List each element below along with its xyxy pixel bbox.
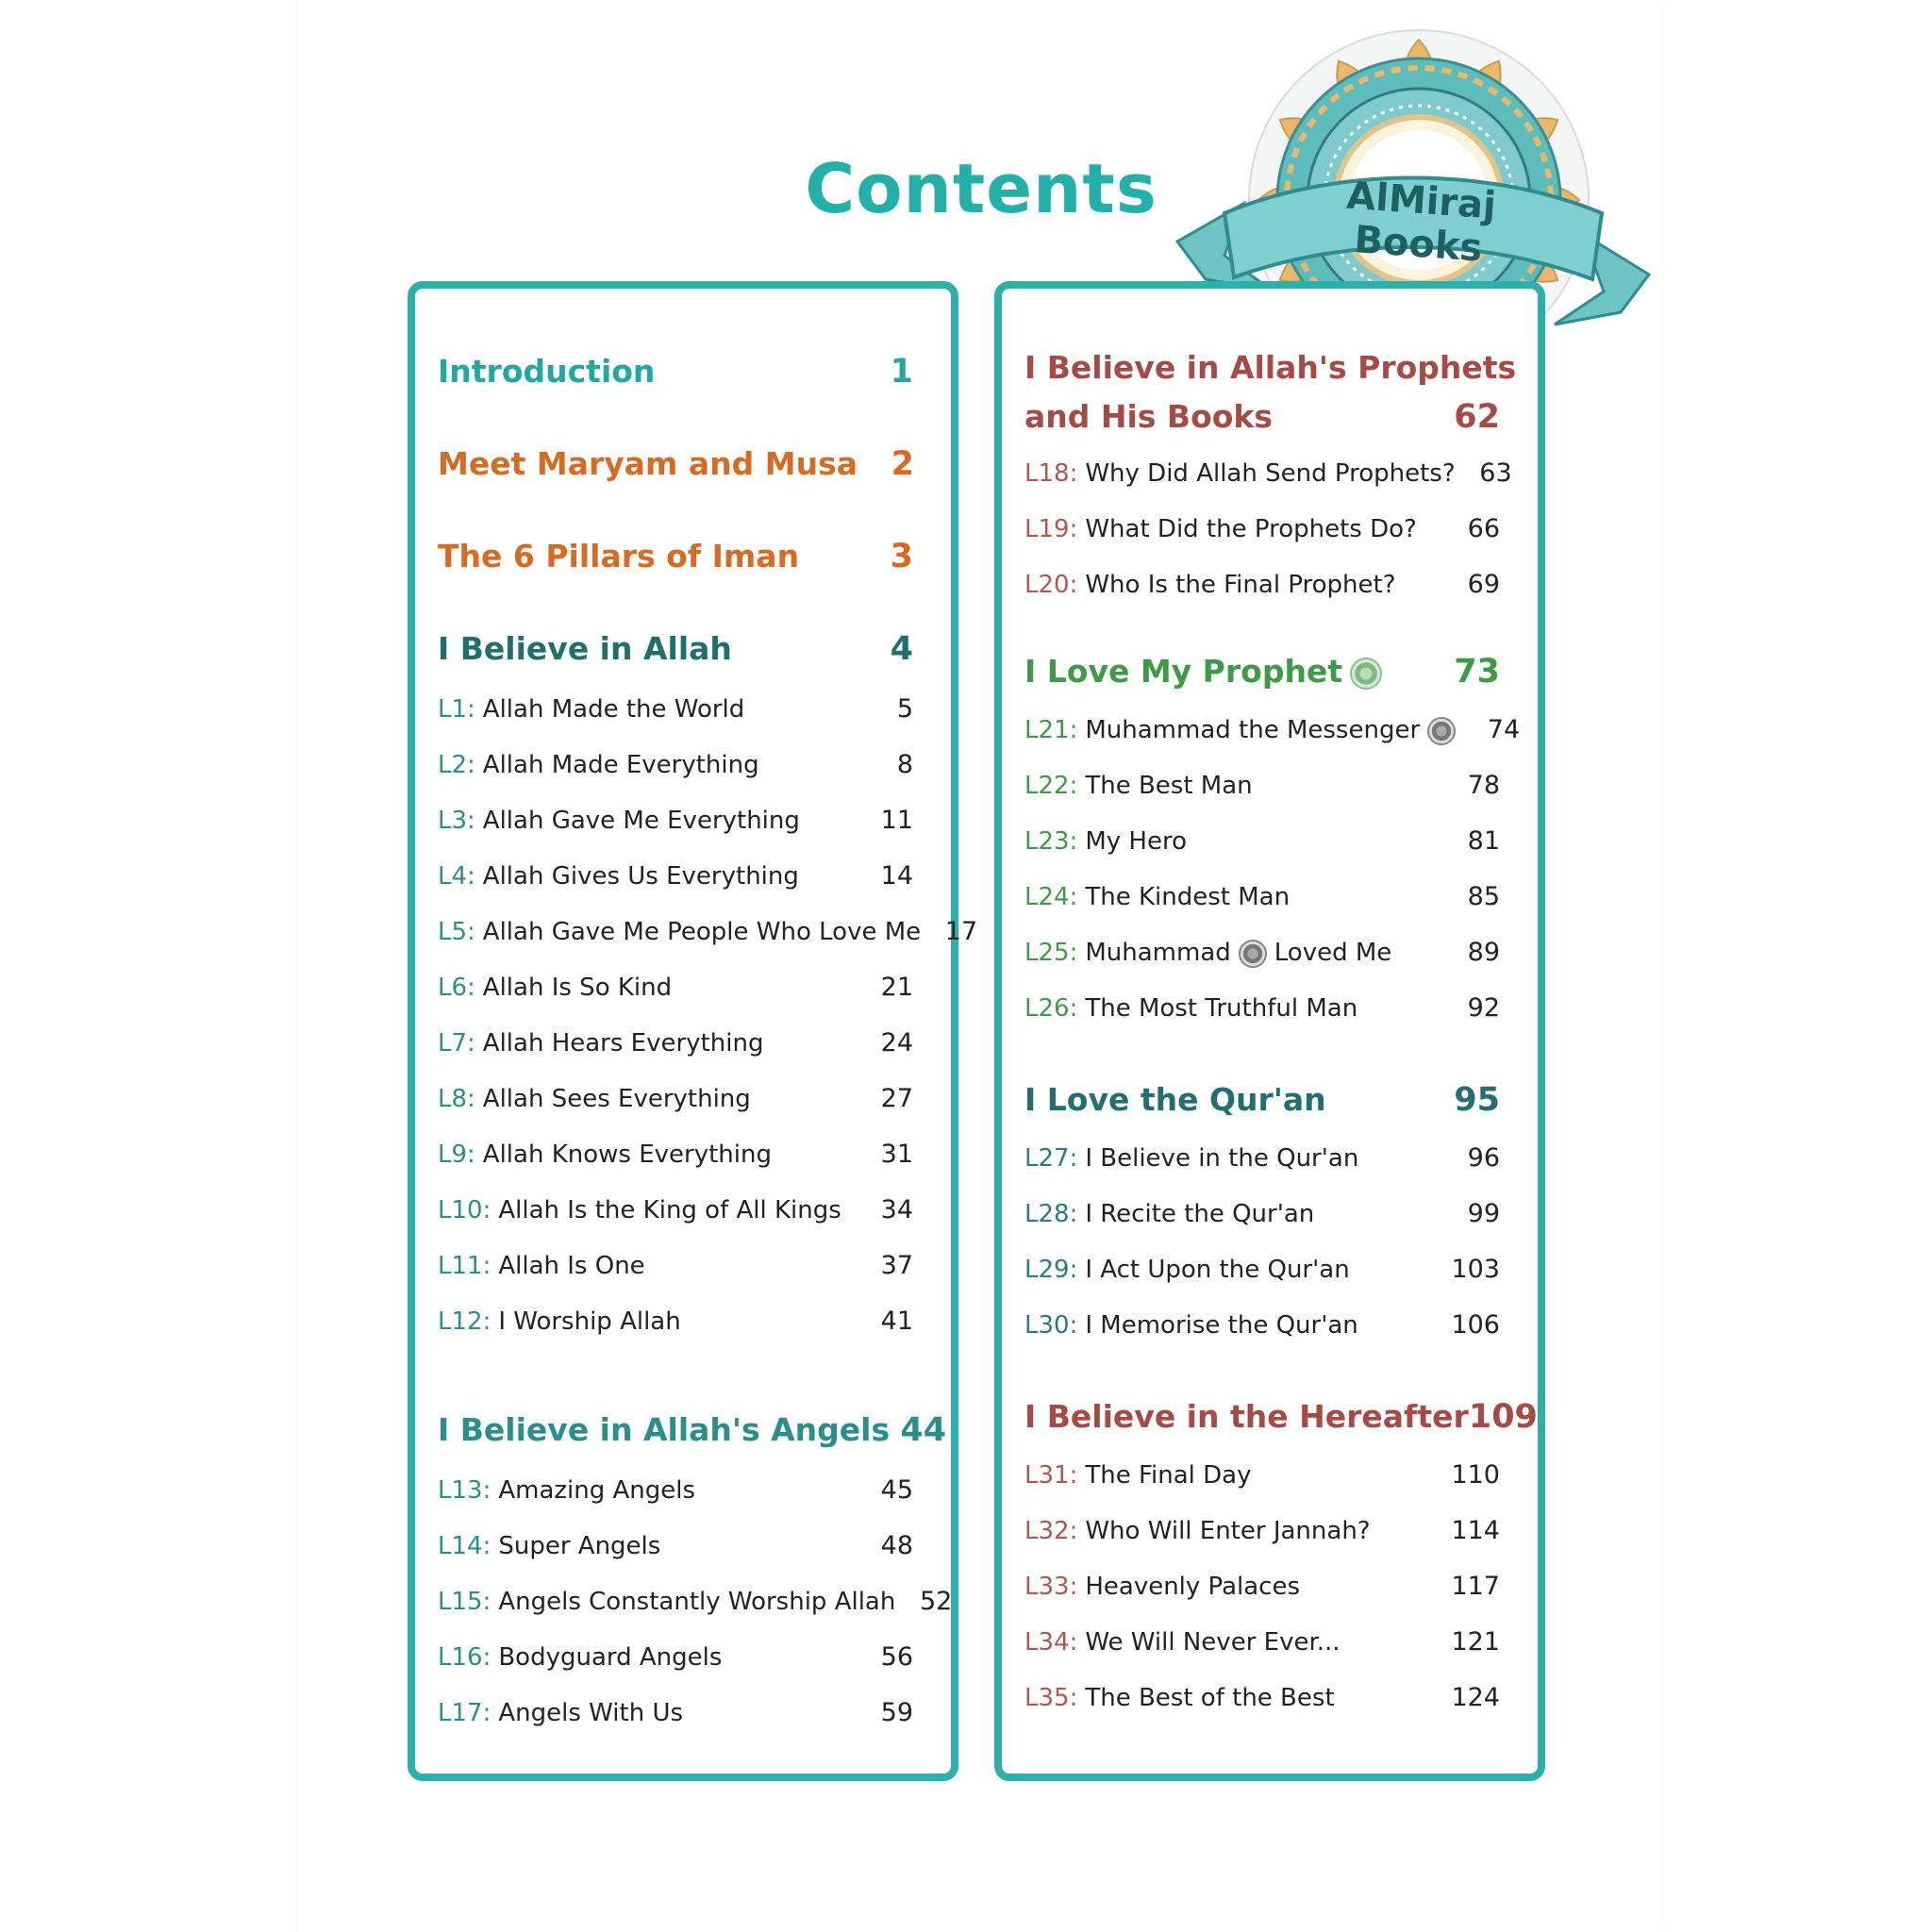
lesson-page: 56 — [880, 1642, 913, 1672]
lesson-code: L31: — [1024, 1461, 1078, 1490]
lesson-code: L22: — [1024, 772, 1078, 800]
lesson-title: My Hero — [1085, 827, 1187, 856]
lesson-title: Allah Is the King of All Kings — [498, 1196, 841, 1224]
lesson-code: L30: — [1024, 1311, 1078, 1340]
lesson-page: 103 — [1451, 1255, 1500, 1284]
toc-lesson-l4[interactable] — [438, 861, 913, 891]
lesson-title: I Act Upon the Qur'an — [1085, 1256, 1350, 1284]
lesson-title: Allah Gave Me Everything — [482, 807, 800, 835]
lesson-code: L35: — [1024, 1684, 1078, 1712]
lesson-page: 63 — [1479, 458, 1512, 488]
lesson-code: L24: — [1024, 883, 1078, 911]
toc-entry-label-line2: and His Books — [1024, 398, 1274, 435]
toc-lesson-l20[interactable] — [1024, 570, 1500, 599]
toc-entry-introduction[interactable] — [438, 353, 913, 391]
lesson-page: 52 — [920, 1587, 953, 1616]
toc-lesson-l25[interactable] — [1024, 938, 1500, 968]
lesson-title: Allah Is So Kind — [482, 974, 673, 1002]
lesson-title: Bodyguard Angels — [498, 1643, 723, 1672]
lesson-page: 37 — [880, 1251, 913, 1280]
lesson-title: Who Will Enter Jannah? — [1085, 1517, 1371, 1545]
lesson-code: L5: — [438, 918, 475, 946]
lesson-code: L6: — [438, 974, 475, 1002]
toc-lesson-l29[interactable] — [1024, 1255, 1500, 1284]
lesson-title: I Worship Allah — [498, 1307, 681, 1336]
toc-lesson-l10[interactable] — [438, 1195, 913, 1224]
lesson-code: L2: — [438, 751, 475, 779]
lesson-code: L29: — [1024, 1256, 1078, 1284]
toc-entry-label: Introduction — [438, 353, 656, 390]
toc-lesson-l30[interactable] — [1024, 1310, 1500, 1340]
toc-section-believe-in-allah[interactable] — [438, 630, 913, 668]
lesson-page: 34 — [880, 1195, 913, 1224]
toc-lesson-l28[interactable] — [1024, 1199, 1500, 1228]
lesson-page: 14 — [880, 861, 913, 891]
lesson-title: What Did the Prophets Do? — [1085, 515, 1417, 543]
lesson-title: The Best Man — [1085, 772, 1253, 800]
toc-section-love-the-quran[interactable] — [1024, 1081, 1500, 1119]
toc-entry-label: I Believe in Allah — [438, 630, 732, 667]
toc-lesson-l35[interactable] — [1024, 1683, 1500, 1712]
lesson-page: 85 — [1467, 882, 1500, 911]
lesson-code: L8: — [438, 1085, 475, 1113]
lesson-page: 11 — [880, 806, 913, 835]
toc-lesson-l27[interactable] — [1024, 1143, 1500, 1173]
toc-lesson-l8[interactable] — [438, 1084, 913, 1113]
lesson-code: L32: — [1024, 1517, 1078, 1545]
lesson-page: 5 — [896, 694, 913, 724]
lesson-title: Allah Knows Everything — [482, 1141, 772, 1169]
lesson-page: 69 — [1467, 570, 1500, 599]
lesson-page: 96 — [1467, 1143, 1500, 1173]
lesson-code: L33: — [1024, 1573, 1078, 1601]
lesson-page: 27 — [880, 1084, 913, 1113]
lesson-page: 114 — [1451, 1516, 1500, 1545]
toc-lesson-l18[interactable] — [1024, 458, 1512, 488]
lesson-code: L12: — [438, 1307, 491, 1336]
lesson-page: 59 — [880, 1698, 913, 1727]
lesson-page: 45 — [880, 1475, 913, 1505]
lesson-page: 99 — [1467, 1199, 1500, 1228]
toc-entry-label: I Believe in Allah's Angels — [438, 1411, 891, 1448]
toc-lesson-l19[interactable] — [1024, 514, 1500, 543]
toc-lesson-l1[interactable] — [438, 694, 913, 724]
toc-lesson-l3[interactable] — [438, 806, 913, 835]
toc-lesson-l14[interactable] — [438, 1531, 913, 1560]
toc-lesson-l21[interactable] — [1024, 715, 1521, 745]
lesson-title: I Recite the Qur'an — [1085, 1200, 1315, 1228]
toc-entry-6-pillars[interactable] — [438, 538, 913, 575]
toc-lesson-l26[interactable] — [1024, 993, 1500, 1023]
toc-section-love-my-prophet[interactable] — [1024, 653, 1500, 691]
lesson-code: L4: — [438, 862, 475, 891]
lesson-page: 110 — [1451, 1460, 1500, 1490]
lesson-page: 31 — [880, 1140, 913, 1169]
toc-entry-label: Meet Maryam and Musa — [438, 445, 858, 482]
toc-entry-page: 4 — [890, 630, 913, 668]
lesson-title: The Kindest Man — [1085, 883, 1291, 911]
toc-lesson-l32[interactable] — [1024, 1516, 1500, 1545]
lesson-code: L19: — [1024, 515, 1078, 543]
lesson-title: I Believe in the Qur'an — [1085, 1144, 1359, 1173]
lesson-page: 89 — [1467, 938, 1500, 967]
lesson-title: Amazing Angels — [498, 1476, 696, 1505]
lesson-title: We Will Never Ever... — [1085, 1628, 1341, 1657]
lesson-page: 81 — [1467, 826, 1500, 856]
lesson-code: L10: — [438, 1196, 491, 1224]
toc-lesson-l24[interactable] — [1024, 882, 1500, 911]
lesson-title: Allah Made the World — [482, 695, 745, 724]
toc-lesson-l33[interactable] — [1024, 1572, 1500, 1601]
toc-lesson-l34[interactable] — [1024, 1627, 1500, 1657]
lesson-page: 106 — [1451, 1310, 1500, 1340]
lesson-code: L21: — [1024, 716, 1078, 744]
salawat-icon — [1239, 940, 1267, 968]
toc-lesson-l12[interactable] — [438, 1307, 913, 1336]
lesson-title: The Best of the Best — [1085, 1684, 1335, 1712]
lesson-title: Allah Sees Everything — [482, 1085, 751, 1113]
lesson-title: The Most Truthful Man — [1085, 994, 1358, 1023]
lesson-page: 124 — [1451, 1683, 1500, 1712]
lesson-code: L9: — [438, 1141, 475, 1169]
lesson-title: Allah Made Everything — [482, 751, 759, 779]
toc-lesson-l22[interactable] — [1024, 771, 1500, 800]
lesson-page: 78 — [1467, 771, 1500, 800]
lesson-page: 8 — [896, 750, 913, 779]
lesson-code: L16: — [438, 1643, 491, 1672]
lesson-page: 74 — [1487, 715, 1521, 744]
toc-entry-page: 73 — [1454, 653, 1500, 691]
toc-section-believe-in-prophets-line2[interactable] — [1024, 398, 1500, 436]
lesson-page: 121 — [1451, 1627, 1500, 1657]
lesson-title: Muhammad — [1085, 939, 1231, 967]
lesson-title: Why Did Allah Send Prophets? — [1085, 459, 1456, 488]
lesson-title: Muhammad the Messenger — [1085, 716, 1421, 744]
lesson-code: L3: — [438, 807, 475, 835]
lesson-title: Super Angels — [498, 1532, 661, 1560]
lesson-title: Who Is the Final Prophet? — [1085, 571, 1396, 599]
lesson-title: Heavenly Palaces — [1085, 1573, 1300, 1601]
lesson-page: 17 — [944, 917, 978, 946]
lesson-code: L27: — [1024, 1144, 1078, 1173]
toc-lesson-l13[interactable] — [438, 1475, 913, 1505]
toc-lesson-l11[interactable] — [438, 1251, 913, 1280]
lesson-code: L25: — [1024, 939, 1078, 967]
toc-entry-label: I Believe in the Hereafter — [1024, 1398, 1469, 1435]
toc-section-believe-in-hereafter[interactable] — [1024, 1398, 1538, 1436]
lesson-code: L15: — [438, 1588, 491, 1616]
salawat-icon — [1350, 658, 1382, 690]
toc-entry-meet-maryam-and-musa[interactable] — [438, 445, 913, 483]
toc-section-believe-in-angels[interactable] — [438, 1411, 947, 1449]
lesson-title: Allah Gives Us Everything — [482, 862, 799, 891]
lesson-title: I Memorise the Qur'an — [1085, 1311, 1358, 1340]
lesson-title: Angels With Us — [498, 1699, 684, 1727]
toc-entry-label: I Love My Prophet — [1024, 653, 1343, 690]
toc-lesson-l23[interactable] — [1024, 826, 1500, 856]
lesson-page: 92 — [1467, 993, 1500, 1023]
toc-entry-label: I Love the Qur'an — [1024, 1081, 1326, 1118]
lesson-title: Allah Hears Everything — [482, 1029, 764, 1058]
toc-lesson-l6[interactable] — [438, 973, 913, 1002]
stamp-text: AlMiraj Books — [1344, 174, 1498, 271]
toc-entry-page: 3 — [890, 538, 913, 575]
toc-lesson-l7[interactable] — [438, 1028, 913, 1058]
contents-panel-right — [994, 281, 1545, 1781]
lesson-code: L11: — [438, 1252, 491, 1280]
lesson-code: L1: — [438, 695, 475, 724]
toc-entry-page: 1 — [890, 353, 913, 391]
lesson-title: Allah Is One — [498, 1252, 645, 1280]
lesson-title-after: Loved Me — [1274, 939, 1392, 967]
lesson-code: L20: — [1024, 571, 1078, 599]
lesson-page: 48 — [880, 1531, 913, 1560]
lesson-code: L18: — [1024, 459, 1078, 488]
toc-entry-page: 95 — [1454, 1081, 1500, 1119]
toc-section-believe-in-prophets[interactable] — [1024, 349, 1517, 386]
lesson-code: L13: — [438, 1476, 491, 1505]
lesson-page: 21 — [880, 973, 913, 1002]
lesson-code: L17: — [438, 1699, 491, 1727]
toc-entry-label: The 6 Pillars of Iman — [438, 538, 800, 575]
lesson-title: The Final Day — [1085, 1461, 1252, 1490]
page-title: Contents — [805, 149, 1158, 228]
toc-entry-page: 2 — [891, 445, 915, 483]
toc-entry-page: 44 — [900, 1411, 947, 1449]
toc-entry-page: 62 — [1454, 398, 1500, 436]
lesson-code: L7: — [438, 1029, 475, 1058]
lesson-page: 117 — [1451, 1572, 1500, 1601]
toc-entry-page: 109 — [1468, 1398, 1538, 1436]
lesson-page: 24 — [880, 1028, 913, 1058]
lesson-code: L23: — [1024, 827, 1078, 856]
lesson-page: 41 — [880, 1307, 913, 1336]
lesson-page: 66 — [1467, 514, 1500, 543]
lesson-title: Angels Constantly Worship Allah — [498, 1588, 896, 1616]
contents-panel-left — [408, 281, 978, 1781]
lesson-title: Allah Gave Me People Who Love Me — [482, 918, 922, 946]
lesson-code: L34: — [1024, 1628, 1078, 1657]
toc-lesson-l15[interactable] — [438, 1587, 953, 1616]
lesson-code: L28: — [1024, 1200, 1078, 1228]
salawat-icon — [1427, 717, 1456, 745]
toc-lesson-l5[interactable] — [438, 917, 978, 946]
toc-lesson-l17[interactable] — [438, 1698, 913, 1727]
toc-lesson-l2[interactable] — [438, 750, 913, 779]
lesson-code: L14: — [438, 1532, 491, 1560]
lesson-code: L26: — [1024, 994, 1078, 1023]
toc-lesson-l9[interactable] — [438, 1140, 913, 1169]
toc-lesson-l31[interactable] — [1024, 1460, 1500, 1490]
toc-entry-label: I Believe in Allah's Prophets — [1024, 349, 1517, 386]
toc-lesson-l16[interactable] — [438, 1642, 913, 1672]
